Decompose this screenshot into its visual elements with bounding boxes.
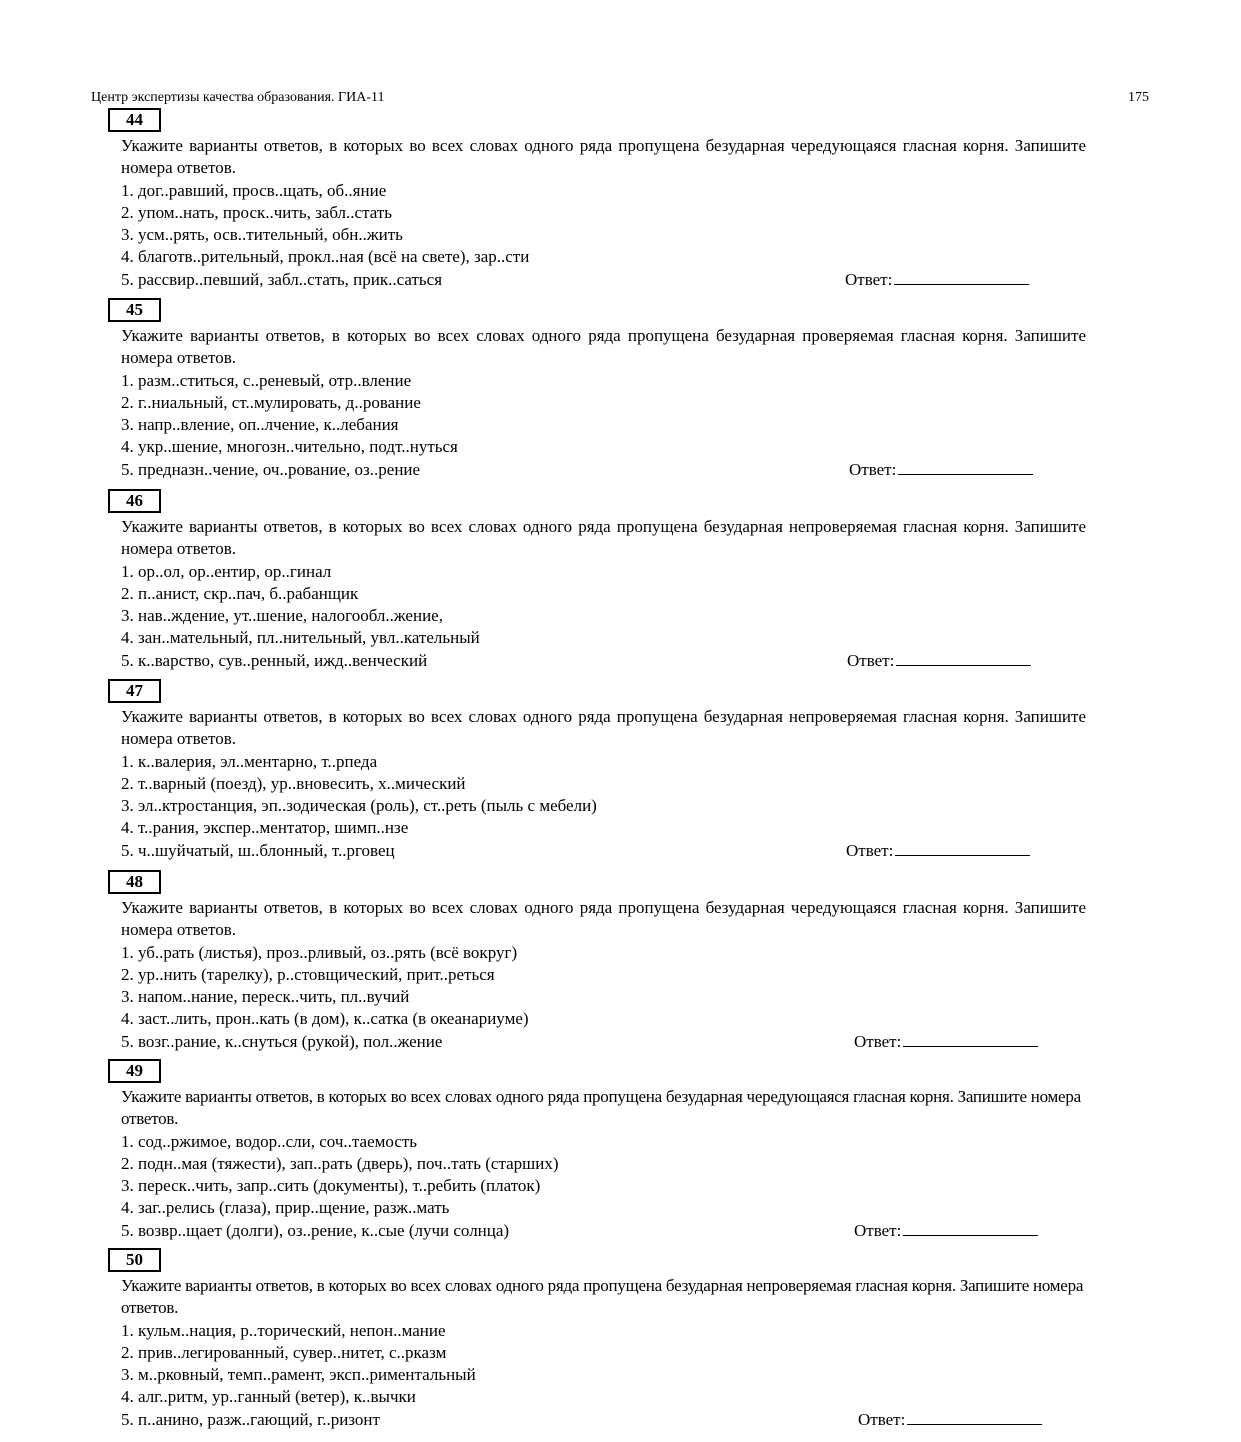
option-1: 1. уб..рать (листья), проз..рливый, оз..рять (всё вокруг) xyxy=(121,942,518,962)
header-organization: Центр экспертизы качества образования. ГИА-11 xyxy=(91,90,385,105)
answer-field[interactable] xyxy=(849,459,1033,481)
answer-label: Ответ: xyxy=(854,1031,902,1051)
answer-label: Ответ: xyxy=(845,269,893,289)
task-options xyxy=(121,942,1093,1053)
option-4: 4. т..рания, экспер..ментатор, шимп..нзе xyxy=(121,818,409,838)
task-options xyxy=(121,1131,1093,1242)
answer-field[interactable] xyxy=(854,1220,1038,1242)
option-4: 4. заг..релись (глаза), прир..щение, разж..мать xyxy=(121,1198,450,1218)
answer-blank-line[interactable] xyxy=(895,841,1030,856)
answer-field[interactable] xyxy=(846,840,1030,862)
task-50 xyxy=(108,1248,1093,1431)
option-1: 1. сод..ржимое, водор..сли, соч..таемость xyxy=(121,1131,418,1151)
option-2: 2. г..ниальный, ст..мулировать, д..рование xyxy=(121,392,421,412)
answer-blank-line[interactable] xyxy=(894,270,1029,285)
answer-blank-line[interactable] xyxy=(896,651,1031,666)
task-number-box: 47 xyxy=(108,679,161,703)
task-number-box: 49 xyxy=(108,1059,161,1083)
task-instruction: Укажите варианты ответов, в которых во всех словах одного ряда пропущена безударная непроверяемая гласная корня. Запишите номера ответов. xyxy=(121,1276,1084,1318)
task-instruction: Укажите варианты ответов, в которых во всех словах одного ряда пропущена безударная непроверяемая гласная корня. Запишите номера ответов. xyxy=(121,517,1086,559)
task-instruction: Укажите варианты ответов, в которых во всех словах одного ряда пропущена безударная чередующаяся гласная корня. Запишите номера ответов. xyxy=(121,136,1086,178)
task-47 xyxy=(108,679,1093,862)
option-5: 5. возвр..щает (долги), оз..рение, к..сые (лучи солнца) xyxy=(121,1220,510,1240)
task-46 xyxy=(108,489,1093,672)
option-5: 5. ч..шуйчатый, ш..блонный, т..рговец xyxy=(121,840,395,860)
option-3: 3. м..рковный, темп..рамент, эксп..риментальный xyxy=(121,1365,476,1385)
option-5: 5. предназн..чение, оч..рование, оз..рение xyxy=(121,459,421,479)
option-3: 3. напр..вление, оп..лчение, к..лебания xyxy=(121,415,399,435)
task-options xyxy=(121,370,1093,481)
option-5: 5. к..варство, сув..ренный, ижд..венческий xyxy=(121,650,428,670)
answer-label: Ответ: xyxy=(849,459,897,479)
option-4: 4. зан..мательный, пл..нительный, увл..кательный xyxy=(121,628,480,648)
task-number-box: 48 xyxy=(108,870,161,894)
answer-field[interactable] xyxy=(858,1409,1042,1431)
task-options xyxy=(121,1320,1093,1431)
task-instruction: Укажите варианты ответов, в которых во всех словах одного ряда пропущена безударная непроверяемая гласная корня. Запишите номера ответов. xyxy=(121,707,1086,749)
option-2: 2. ур..нить (тарелку), р..стовщический, прит..реться xyxy=(121,964,495,984)
task-number-box: 45 xyxy=(108,298,161,322)
option-1: 1. разм..ститься, с..реневый, отр..вление xyxy=(121,370,412,390)
option-4: 4. укр..шение, многозн..чительно, подт..нуться xyxy=(121,437,458,457)
task-49 xyxy=(108,1059,1093,1242)
answer-field[interactable] xyxy=(854,1031,1038,1053)
option-2: 2. упом..нать, проск..чить, забл..стать xyxy=(121,202,393,222)
answer-label: Ответ: xyxy=(858,1409,906,1429)
task-number-box: 50 xyxy=(108,1248,161,1272)
answer-blank-line[interactable] xyxy=(898,460,1033,475)
option-4: 4. заст..лить, прон..кать (в дом), к..сатка (в океанариуме) xyxy=(121,1009,529,1029)
task-44 xyxy=(108,108,1093,291)
task-number-box: 46 xyxy=(108,489,161,513)
answer-label: Ответ: xyxy=(846,840,894,860)
task-48 xyxy=(108,870,1093,1053)
option-1: 1. кульм..нация, р..торический, непон..мание xyxy=(121,1320,446,1340)
task-options xyxy=(121,561,1093,672)
answer-label: Ответ: xyxy=(854,1220,902,1240)
answer-blank-line[interactable] xyxy=(907,1410,1042,1425)
task-45 xyxy=(108,298,1093,481)
option-4: 4. алг..ритм, ур..ганный (ветер), к..вычки xyxy=(121,1387,416,1407)
option-3: 3. напом..нание, переск..чить, пл..вучий xyxy=(121,987,410,1007)
option-2: 2. подн..мая (тяжести), зап..рать (дверь), поч..тать (старших) xyxy=(121,1153,559,1173)
option-2: 2. п..анист, скр..пач, б..рабанщик xyxy=(121,583,359,603)
option-3: 3. нав..ждение, ут..шение, налогообл..жение, xyxy=(121,606,443,626)
option-1: 1. к..валерия, эл..ментарно, т..рпеда xyxy=(121,751,378,771)
option-5: 5. возг..рание, к..снуться (рукой), пол..жение xyxy=(121,1031,443,1051)
answer-field[interactable] xyxy=(847,650,1031,672)
option-3: 3. переск..чить, запр..сить (документы), т..ребить (платок) xyxy=(121,1176,541,1196)
task-options xyxy=(121,180,1093,291)
task-instruction: Укажите варианты ответов, в которых во всех словах одного ряда пропущена безударная чередующаяся гласная корня. Запишите номера ответов. xyxy=(121,1087,1081,1129)
option-1: 1. дог..равший, просв..щать, об..яние xyxy=(121,180,387,200)
answer-blank-line[interactable] xyxy=(903,1032,1038,1047)
option-3: 3. эл..ктростанция, эп..зодическая (роль), ст..реть (пыль с мебели) xyxy=(121,796,597,816)
task-options xyxy=(121,751,1093,862)
page-number: 175 xyxy=(1128,90,1149,105)
task-number-box: 44 xyxy=(108,108,161,132)
answer-label: Ответ: xyxy=(847,650,895,670)
option-3: 3. усм..рять, осв..тительный, обн..жить xyxy=(121,225,403,245)
answer-blank-line[interactable] xyxy=(903,1221,1038,1236)
option-2: 2. прив..легированный, сувер..нитет, с..рказм xyxy=(121,1342,447,1362)
task-instruction: Укажите варианты ответов, в которых во всех словах одного ряда пропущена безударная проверяемая гласная корня. Запишите номера ответов. xyxy=(121,326,1086,368)
option-4: 4. благотв..рительный, прокл..ная (всё на свете), зар..сти xyxy=(121,247,530,267)
option-1: 1. ор..ол, ор..ентир, ор..гинал xyxy=(121,561,332,581)
task-instruction: Укажите варианты ответов, в которых во всех словах одного ряда пропущена безударная чередующаяся гласная корня. Запишите номера ответов. xyxy=(121,898,1086,940)
answer-field[interactable] xyxy=(845,269,1029,291)
option-2: 2. т..варный (поезд), ур..вновесить, х..мический xyxy=(121,773,466,793)
option-5: 5. рассвир..певший, забл..стать, прик..саться xyxy=(121,269,443,289)
option-5: 5. п..анино, разж..гающий, г..ризонт xyxy=(121,1409,380,1429)
